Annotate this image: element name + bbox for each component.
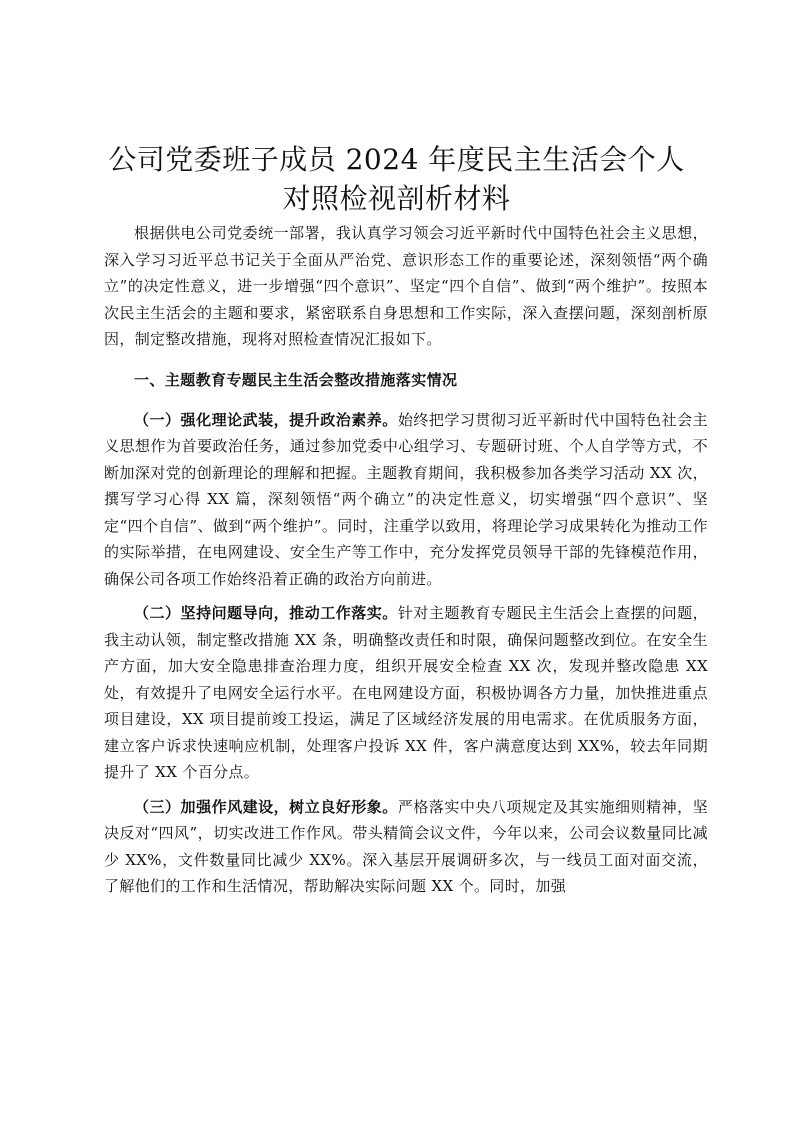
- item-1-lead: （一）强化理论武装，提升政治素养。: [134, 410, 398, 429]
- item-2-body: 针对主题教育专题民主生活会上查摆的问题，我主动认领，制定整改措施 XX 条，明确整改责任和时限，确保问题整改到位。在安全生产方面，加大安全隐患排查治理力度，组织开展安全检查 XX 次，发现并整改隐患 XX 处，有效提升了电网安全运行水平。在电网建设方面，积极协调各方力量，加快推进重点项目建设，XX 项目提前竣工投运，满足了区域经济发展的用电需求。在优质服务方面，建立客户诉求快速响应机制，处理客户投诉 XX 件，客户满意度达到 XX%，较去年同期提升了 XX 个百分点。: [104, 604, 708, 781]
- item-1-paragraph: [104, 407, 708, 593]
- item-3-body: 严格落实中央八项规定及其实施细则精神，坚决反对“四风”，切实改进工作作风。带头精简会议文件，今年以来，公司会议数量同比减少 XX%，文件数量同比减少 XX%。深入基层开展调研多次，与一线员工面对面交流，了解他们的工作和生活情况，帮助解决实际问题 XX 个。同时，加强: [104, 797, 708, 895]
- item-3-lead: （三）加强作风建设，树立良好形象。: [134, 797, 398, 816]
- item-2-paragraph: [104, 600, 708, 786]
- paragraph-gap: [104, 592, 708, 600]
- document-title-line-2: 对照检视剖析材料: [282, 182, 511, 215]
- intro-paragraph: 根据供电公司党委统一部署，我认真学习领会习近平新时代中国特色社会主义思想，深入学习习近平总书记关于全面从严治党、意识形态工作的重要论述，深刻领悟“两个确立”的决定性意义，进一步增强“四个意识”、坚定“四个自信”、做到“两个维护”。按照本次民主生活会的主题和要求，紧密联系自身思想和工作实际，深入查摆问题，深刻剖析原因，制定整改措施，现将对照检查情况汇报如下。: [104, 224, 708, 348]
- item-1-body: 始终把学习贯彻习近平新时代中国特色社会主义思想作为首要政治任务，通过参加党委中心组学习、专题研讨班、个人自学等方式，不断加深对党的创新理论的理解和把握。主题教育期间，我积极参加各类学习活动 XX 次，撰写学习心得 XX 篇，深刻领悟“两个确立”的决定性意义，切实增强“四个意识”、坚定“四个自信”、做到“两个维护”。同时，注重学以致用，将理论学习成果转化为推动工作的实际举措，在电网建设、安全生产等工作中，充分发挥党员领导干部的先锋模范作用，确保公司各项工作始终沿着正确的政治方向前进。: [104, 410, 708, 588]
- item-3-paragraph: [104, 794, 708, 900]
- document-title-line-1: 公司党委班子成员 2024 年度民主生活会个人: [108, 143, 685, 176]
- section-1-heading: 一、主题教育专题民主生活会整改措施落实情况: [134, 370, 458, 389]
- item-2-lead: （二）坚持问题导向，推动工作落实。: [134, 604, 398, 622]
- document-body: [104, 220, 708, 900]
- paragraph-gap: [104, 786, 708, 794]
